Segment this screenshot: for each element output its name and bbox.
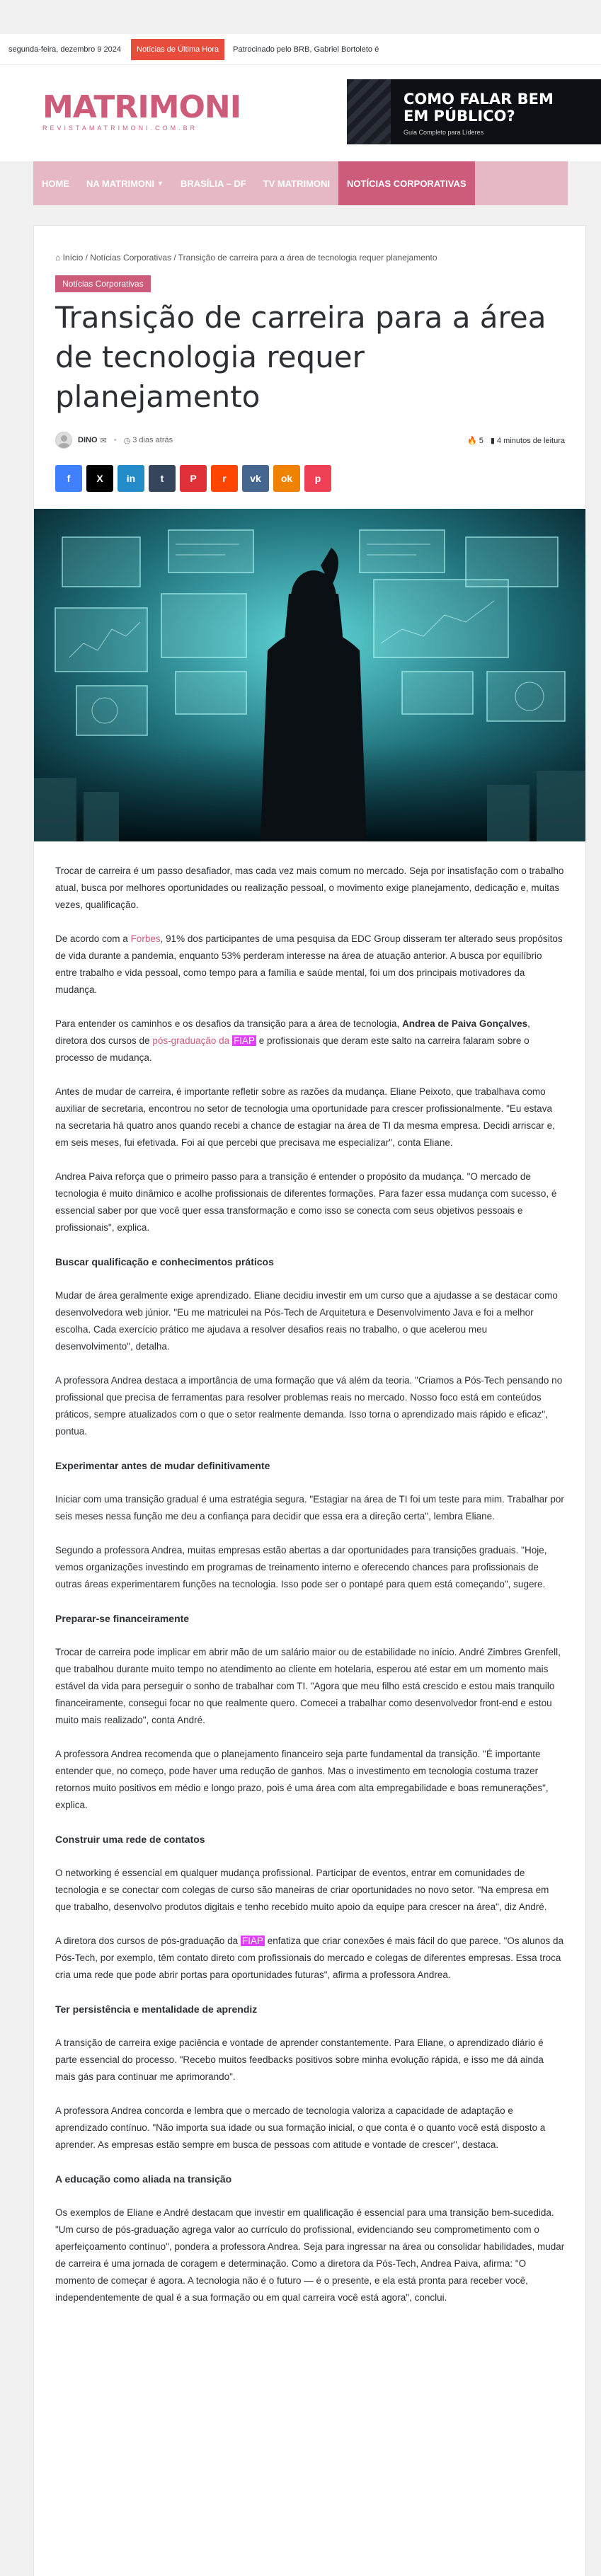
logo-subtitle: REVISTAMATRIMONI.COM.BR — [42, 125, 198, 132]
subheading-2: Experimentar antes de mudar definitivamente — [55, 1460, 270, 1471]
odnoklassniki-share-button[interactable] — [273, 465, 300, 492]
paragraph-13-b: enfatiza que criar conexões é mais fácil do que parece. "Os alunos da Pós-Tech, por exemplo, têm contato direto com profissionais do mercado e colegas de diferentes empresas. Essa troca cria uma rede que pode abrir portas para oportunidades futuras", afirma a professora Andrea. — [55, 1936, 563, 1980]
nav-item-na-matrimoni[interactable] — [78, 161, 172, 205]
pocket-icon: p — [314, 473, 321, 484]
reddit-share-button[interactable] — [211, 465, 238, 492]
paragraph-6: Mudar de área geralmente exige aprendizado. Eliane decidiu investir em um curso que a ajudasse a se destacar como desenvolvedora web júnior. "Eu me matriculei na Pós-Tech de Arquitetura e Desenvolvimento Java e foi a melhor escolha. Cada exercício prático me ajudava a resolver desafios reais no trabalho, o que acelerou meu desenvolvimento", detalha. — [55, 1290, 558, 1352]
read-time-value: 4 minutos de leitura — [497, 436, 565, 445]
paragraph-5: Andrea Paiva reforça que o primeiro passo para a transição é entender o propósito da mudança. "O mercado de tecnologia é muito dinâmico e acolhe profissionais de diferentes formações. Para fazer essa mudança com sucesso, é essencial saber por que você quer essa transformação e como isso se conecta com seus objetivos pessoais e profissionais", explica. — [55, 1171, 557, 1233]
fiap-highlight-2: FIAP — [241, 1936, 263, 1946]
clock-icon: ◷ — [123, 436, 133, 445]
paragraph-14: A transição de carreira exige paciência e vontade de aprender constantemente. Para Eliane, o aprendizado diário é parte essencial do processo. "Recebo muitos feedbacks positivos sobre minha evolução rápida, e isso me dá ainda mais gás para continuar me aprimorando". — [55, 2037, 544, 2082]
hero-image — [34, 509, 585, 841]
subheading-4: Construir uma rede de contatos — [55, 1834, 205, 1845]
x-share-button[interactable] — [86, 465, 113, 492]
forbes-link[interactable]: Forbes — [130, 933, 161, 944]
article-stats — [467, 436, 565, 445]
odnoklassniki-icon: ok — [280, 473, 293, 484]
subheading-6: A educação como aliada na transição — [55, 2173, 232, 2185]
pinterest-share-button[interactable] — [180, 465, 207, 492]
article-title: Transição de carreira para a área de tecnologia requer planejamento — [55, 300, 546, 414]
site-header — [0, 65, 601, 161]
top-bar — [0, 34, 601, 65]
chevron-down-icon: ▼ — [157, 180, 164, 187]
paragraph-3 — [55, 1016, 565, 1066]
linkedin-icon: in — [126, 473, 136, 484]
vk-share-button[interactable] — [242, 465, 269, 492]
fire-icon: 🔥 — [467, 436, 479, 445]
comments-count — [467, 436, 483, 445]
author-name[interactable]: DINO — [78, 436, 98, 444]
category-badge[interactable]: Notícias Corporativas — [55, 275, 151, 292]
subheading-3: Preparar-se financeiramente — [55, 1613, 190, 1624]
banner-line-3: Guia Completo para Líderes — [403, 129, 484, 136]
book-icon: ▮ — [490, 436, 497, 445]
linkedin-share-button[interactable] — [118, 465, 144, 492]
comments-value: 5 — [479, 436, 483, 445]
banner-line-1: COMO FALAR BEM — [403, 91, 554, 108]
banner-stripe — [347, 79, 391, 144]
breadcrumb-text[interactable]: Início / Notícias Corporativas / Transição de carreira para a área de tecnologia requer planejamento — [62, 253, 437, 263]
nav-item-brasilia[interactable]: BRASÍLIA – DF — [180, 178, 246, 189]
tumblr-share-button[interactable] — [149, 465, 176, 492]
publish-time: 3 dias atrás — [132, 436, 173, 444]
paragraph-3-bold: Andrea de Paiva Gonçalves — [402, 1018, 528, 1029]
share-buttons — [55, 465, 331, 492]
tumblr-icon: t — [160, 473, 164, 484]
paragraph-7: A professora Andrea destaca a importância de uma formação que vá além da teoria. "Criamos a Pós-Tech pensando no profissional que precisa de ferramentas para resolver problemas reais no mercado. Nosso foco está em conteúdos práticos, sempre atualizados com o que o setor realmente demanda. Isso torna o aprendizado mais rápido e eficaz", pontua. — [55, 1375, 563, 1437]
subheading-5: Ter persistência e mentalidade de aprendiz — [55, 2003, 258, 2015]
pocket-share-button[interactable] — [304, 465, 331, 492]
avatar[interactable] — [55, 432, 72, 449]
read-time — [491, 436, 565, 445]
subheading-1: Buscar qualificação e conhecimentos práticos — [55, 1256, 274, 1267]
breaking-news-label: Notícias de Última Hora — [131, 39, 224, 60]
ad-banner[interactable] — [347, 79, 601, 144]
paragraph-2 — [55, 931, 565, 999]
meta-separator: • — [113, 436, 117, 444]
envelope-icon[interactable]: ✉ — [100, 436, 107, 445]
site-logo[interactable] — [42, 89, 241, 132]
logo-name: MATRIMONI — [42, 89, 241, 125]
breadcrumb — [55, 253, 437, 263]
article-meta — [55, 431, 565, 449]
main-nav-wrapper — [0, 161, 601, 205]
pos-graduacao-link[interactable]: pós-graduação da — [152, 1035, 230, 1046]
article-body — [55, 863, 565, 2323]
x-icon: X — [96, 473, 103, 484]
paragraph-4: Antes de mudar de carreira, é importante refletir sobre as razões da mudança. Eliane Peixoto, que trabalhava como auxiliar de secretaria, encontrou no setor de tecnologia uma oportunidade para crescer profissionalmente. "Eu estava na secretaria há quatro anos quando recebi a chance de estagiar na área de TI da mesma empresa. Decidi arriscar e, em seis meses, fui efetivada. Foi aí que percebi que precisava me especializar", conta Eliane. — [55, 1086, 555, 1148]
home-icon: ⌂ — [55, 253, 63, 263]
paragraph-3-c: e profissionais que deram este salto na carreira falaram sobre o processo de mudança. — [55, 1035, 530, 1063]
paragraph-9: Segundo a professora Andrea, muitas empresas estão abertas a dar oportunidades para transições graduais. "Hoje, vemos organizações investindo em programas de treinamento interno e oferecendo chances para profissionais de outras áreas experimentarem funções na tecnologia. Isso pode ser o pontapé para quem está começando", sugere. — [55, 1545, 547, 1589]
facebook-share-button[interactable] — [55, 465, 82, 492]
nav-item-label: NA MATRIMONI — [86, 178, 155, 189]
paragraph-12: O networking é essencial em qualquer mudança profissional. Participar de eventos, entrar em comunidades de tecnologia e se conectar com colegas de curso são maneiras de criar oportunidades no novo setor. "Na empresa em que trabalho, desenvolvo produtos digitais e tenho recebido muito apoio da equipe para crescer na área", diz André. — [55, 1868, 549, 1912]
paragraph-13-a: A diretora dos cursos de pós-graduação da — [55, 1936, 241, 1946]
facebook-icon: f — [67, 473, 71, 484]
paragraph-8: Iniciar com uma transição gradual é uma estratégia segura. "Estagiar na área de TI foi um teste para mim. Trabalhar por seis meses nessa função me deu a confiança para decidir que essa era a direção certa", lembra Eliane. — [55, 1494, 564, 1522]
main-nav — [33, 161, 568, 205]
fiap-highlight: FIAP — [233, 1035, 255, 1046]
paragraph-13 — [55, 1933, 565, 1984]
banner-line-2: EM PÚBLICO? — [403, 108, 515, 125]
reddit-icon: r — [222, 473, 227, 484]
paragraph-11: A professora Andrea recomenda que o planejamento financeiro seja parte fundamental da transição. "É importante entender que, no começo, pode haver uma redução de ganhos. Mas o investimento em tecnologia costuma trazer retornos muito positivos em médio e longo prazo, pois é uma área com alta empregabilidade e boas remunerações", explica. — [55, 1749, 549, 1810]
paragraph-1: Trocar de carreira é um passo desafiador, mas cada vez mais comum no mercado. Seja por insatisfação com o trabalho atual, busca por melhores oportunidades ou realização pessoal, o movimento exige planejamento, dedicação e, muitas vezes, qualificação. — [55, 866, 564, 910]
nav-item-home[interactable]: HOME — [42, 178, 69, 189]
vk-icon: vk — [250, 473, 261, 484]
current-date: segunda-feira, dezembro 9 2024 — [8, 45, 121, 54]
paragraph-2-b: , 91% dos participantes de uma pesquisa da EDC Group disseram ter alterado seus propósitos de vida durante a pandemia, enquanto 53% perderam interesse na área de atuação anterior. A busca por equilíbrio entre trabalho e vida pessoal, como tempo para a família e saúde mental, foi um dos principais motivadores da mudança. — [55, 933, 563, 995]
breaking-news-ticker[interactable]: Patrocinado pelo BRB, Gabriel Bortoleto é — [233, 45, 379, 54]
nav-item-tv-matrimoni[interactable]: TV MATRIMONI — [263, 178, 331, 189]
hero-illustration — [34, 509, 585, 841]
paragraph-15: A professora Andrea concorda e lembra que o mercado de tecnologia valoriza a capacidade de adaptação e aprendizado contínuo. "Não importa sua idade ou sua formação inicial, o que conta é o quanto você está disposto a aprender. As empresas estão sempre em busca de pessoas com atitude e vontade de crescer", destaca. — [55, 2105, 546, 2150]
paragraph-3-a: Para entender os caminhos e os desafios da transição para a área de tecnologia, — [55, 1018, 403, 1029]
paragraph-10: Trocar de carreira pode implicar em abrir mão de um salário maior ou de estabilidade no início. André Zimbres Grenfell, que trabalhou durante muito tempo no atendimento ao cliente em hotelaria, esperou até estar em um momento mais estável da vida para perseguir o sonho de trabalhar com TI. "Agora que meu filho está crescido e estou mais tranquilo financeiramente, consegui focar no que realmente quero. Comecei a trabalhar como desenvolvedor front-end e estou muito mais realizado", conta André. — [55, 1647, 561, 1725]
paragraph-3-b: , diretora dos cursos de — [55, 1018, 530, 1046]
article-container — [33, 225, 586, 2576]
paragraph-2-a: De acordo com a — [55, 933, 131, 944]
nav-item-noticias-corporativas[interactable]: NOTÍCIAS CORPORATIVAS — [338, 161, 475, 205]
pinterest-icon: P — [190, 473, 197, 484]
paragraph-16: Os exemplos de Eliane e André destacam que investir em qualificação é essencial para uma transição bem-sucedida. "Um curso de pós-graduação agrega valor ao currículo do profissional, evidenciando seu comprometimento com o aperfeiçoamento contínuo", pondera a professora Andrea. Seja para ingressar na área ou consolidar habilidades, mudar de carreira é uma jornada de coragem e determinação. Como a diretora da Pós-Tech, Andrea Paiva, afirma: "O momento de começar é agora. A tecnologia não é o futuro — é o presente, e ela está pronta para receber você, independentemente de qual é a sua formação ou em qual carreira você está agora", conclui. — [55, 2207, 565, 2303]
